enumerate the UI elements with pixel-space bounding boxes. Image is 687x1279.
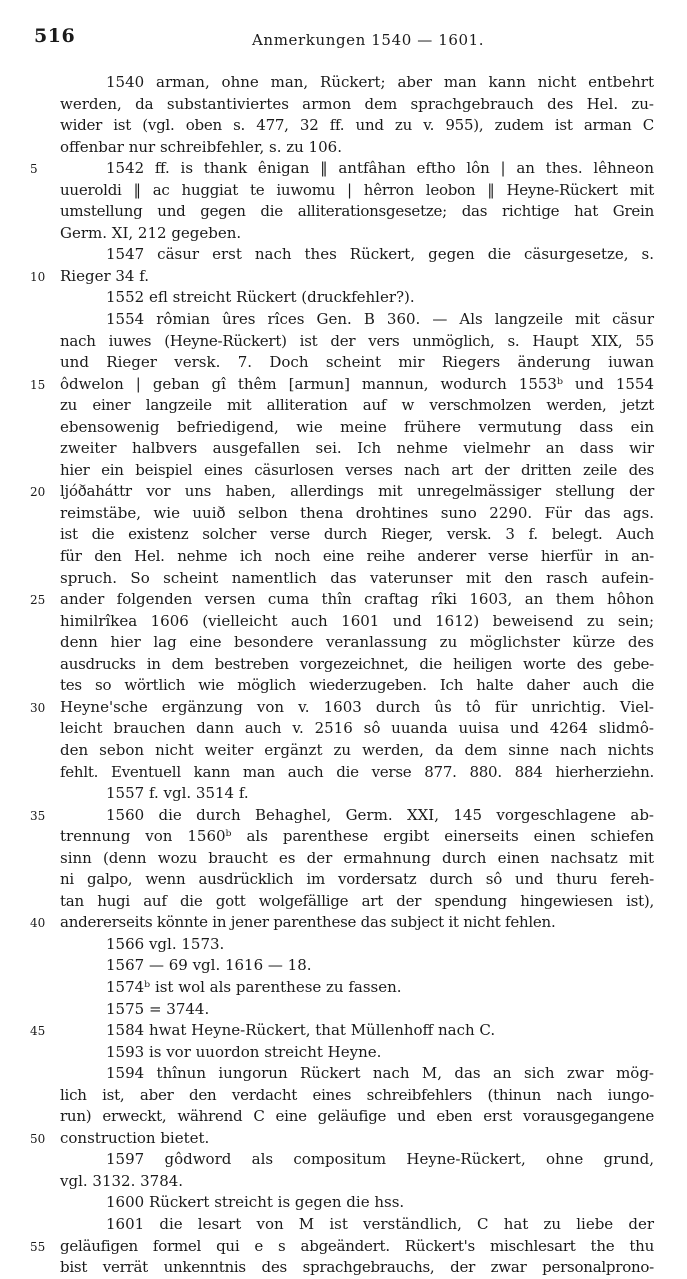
text-line — [0, 977, 687, 999]
line-text: tan hugi auf die gott wolgefällige art der spendung hingewiesen ist), — [60, 891, 654, 910]
line-text: geläufigen formel qui e s abgeändert. Rückert's mischlesart the thu — [60, 1236, 654, 1255]
text-line — [0, 848, 687, 870]
text-line — [0, 654, 687, 676]
line-number: 45 — [30, 1024, 46, 1039]
line-text: 1574ᵇ ist wol als parenthese zu fassen. — [106, 977, 402, 996]
text-line — [0, 611, 687, 633]
text-line — [0, 1149, 687, 1171]
line-number: 50 — [30, 1131, 46, 1146]
page-header — [24, 26, 664, 50]
text-line — [0, 331, 687, 353]
text-line — [0, 1128, 687, 1150]
line-text: 1594 thînun iungorun Rückert nach M, das an sich zwar mög- — [106, 1064, 654, 1083]
text-line — [0, 374, 687, 396]
line-text: ander folgenden versen cuma thîn craftag rîki 1603, an them hôhon — [60, 590, 654, 609]
text-line — [0, 783, 687, 805]
text-line — [0, 417, 687, 439]
line-text: tes so wörtlich wie möglich wiederzugeben. Ich halte daher auch die — [60, 676, 654, 695]
line-text: trennung von 1560ᵇ als parenthese ergibt einerseits einen schiefen — [60, 827, 654, 846]
line-text: für den Hel. nehme ich noch eine reihe anderer verse hierfür in an- — [60, 547, 654, 566]
text-line — [0, 309, 687, 331]
text-line — [0, 697, 687, 719]
text-line — [0, 1257, 687, 1279]
line-text: werden, da substantiviertes armon dem sprachgebrauch des Hel. zu- — [60, 94, 654, 113]
line-text: nach iuwes (Heyne-Rückert) ist der vers unmöglich, s. Haupt XIX, 55 — [60, 331, 654, 350]
line-text: 1542 ff. is thank ênigan ‖ antfâhan eftho lôn | an thes. lêhneon — [106, 159, 654, 178]
line-text: himilrîkea 1606 (vielleicht auch 1601 und 1612) beweisend zu sein; — [60, 611, 654, 630]
text-line — [0, 568, 687, 590]
line-text: hier ein beispiel eines cäsurlosen verses nach art der dritten zeile des — [60, 460, 654, 479]
line-text: 1566 vgl. 1573. — [106, 934, 225, 953]
line-text: 1600 Rückert streicht is gegen die hss. — [106, 1193, 405, 1212]
text-line — [0, 718, 687, 740]
line-text: 1552 efl streicht Rückert (druckfehler?). — [106, 288, 415, 307]
text-line — [0, 805, 687, 827]
line-text: Germ. XI, 212 gegeben. — [60, 223, 242, 242]
line-text: und Rieger versk. 7. Doch scheint mir Riegers änderung iuwan — [60, 353, 654, 372]
line-text: 1554 rômian ûres rîces Gen. B 360. — Als langzeile mit cäsur — [106, 310, 654, 329]
line-text: sinn (denn wozu braucht es der ermahnung durch einen nachsatz mit — [60, 848, 654, 867]
text-line — [0, 1063, 687, 1085]
line-number: 10 — [30, 269, 46, 284]
text-line — [0, 589, 687, 611]
line-number: 15 — [30, 377, 46, 392]
text-line — [0, 137, 687, 159]
line-text: zu einer langzeile mit alliteration auf w verschmolzen werden, jetzt — [60, 396, 654, 415]
text-line — [0, 352, 687, 374]
text-line — [0, 460, 687, 482]
line-text: den sebon nicht weiter ergänzt zu werden, da dem sinne nach nichts — [60, 740, 654, 759]
text-line — [0, 481, 687, 503]
text-line — [0, 1106, 687, 1128]
commentary-body — [0, 72, 687, 1279]
running-title: Anmerkungen 1540 — 1601. — [252, 31, 485, 49]
text-line — [0, 287, 687, 309]
line-text: Rieger 34 f. — [60, 266, 150, 285]
text-line — [0, 94, 687, 116]
text-line — [0, 395, 687, 417]
text-line — [0, 891, 687, 913]
line-text: bist verrät unkenntnis des sprachgebrauchs, der zwar personalprono- — [60, 1258, 654, 1277]
page-number: 516 — [34, 25, 76, 47]
text-line — [0, 1085, 687, 1107]
text-line — [0, 869, 687, 891]
line-text: 1597 gôdword als compositum Heyne-Rückert, ohne grund, — [106, 1150, 654, 1169]
text-line — [0, 632, 687, 654]
line-number: 40 — [30, 916, 46, 931]
line-number: 30 — [30, 700, 46, 715]
line-text: 1557 f. vgl. 3514 f. — [106, 784, 249, 803]
line-text: 1584 hwat Heyne-Rückert, that Müllenhoff nach C. — [106, 1021, 496, 1040]
line-text: uueroldi ‖ ac huggiat te iuwomu | hêrron leobon ‖ Heyne-Rückert mit — [60, 180, 654, 199]
line-text: offenbar nur schreibfehler, s. zu 106. — [60, 137, 342, 156]
line-text: denn hier lag eine besondere veranlassung zu möglichster kürze des — [60, 633, 654, 652]
line-text: andererseits könnte in jener parenthese das subject it nicht fehlen. — [60, 913, 556, 932]
text-line — [0, 934, 687, 956]
text-line — [0, 180, 687, 202]
line-number: 35 — [30, 808, 46, 823]
text-line — [0, 1020, 687, 1042]
line-number: 55 — [30, 1239, 46, 1254]
text-line — [0, 1214, 687, 1236]
line-text: ausdrucks in dem bestreben vorgezeichnet, die heiligen worte des gebe- — [60, 654, 654, 673]
text-line — [0, 503, 687, 525]
line-text: 1547 cäsur erst nach thes Rückert, gegen die cäsurgesetze, s. — [106, 245, 654, 264]
line-text: lich ist, aber den verdacht eines schreibfehlers (thinun nach iungo- — [60, 1085, 654, 1104]
line-text: wider ist (vgl. oben s. 477, 32 ff. und zu v. 955), zudem ist arman C — [60, 116, 654, 135]
text-line — [0, 438, 687, 460]
line-text: 1540 arman, ohne man, Rückert; aber man kann nicht entbehrt — [106, 73, 654, 91]
text-line — [0, 1171, 687, 1193]
line-number: 5 — [30, 162, 38, 177]
line-text: reimstäbe, wie uuið selbon thena drohtines suno 2290. Für das ags. — [60, 503, 654, 522]
line-number: 25 — [30, 593, 46, 608]
line-text: spruch. So scheint namentlich das vaterunser mit den rasch aufein- — [60, 568, 654, 587]
line-text: ist die existenz solcher verse durch Rieger, versk. 3 f. belegt. Auch — [60, 525, 654, 544]
line-text: zweiter halbvers ausgefallen sei. Ich nehme vielmehr an dass wir — [60, 439, 654, 458]
line-text: leicht brauchen dann auch v. 2516 sô uuanda uuisa und 4264 slidmô- — [60, 719, 654, 738]
line-text: ljóðaháttr vor uns haben, allerdings mit unregelmässiger stellung der — [60, 482, 654, 501]
line-text: 1567 — 69 vgl. 1616 — 18. — [106, 956, 312, 975]
text-line — [0, 244, 687, 266]
text-line — [0, 1236, 687, 1258]
text-line — [0, 675, 687, 697]
line-text: Heyne'sche ergänzung von v. 1603 durch ûs tô für unrichtig. Viel- — [60, 697, 654, 716]
text-line — [0, 266, 687, 288]
line-text: 1560 die durch Behaghel, Germ. XXI, 145 vorgeschlagene ab- — [106, 805, 654, 824]
line-text: ebensowenig befriedigend, wie meine frühere vermutung dass ein — [60, 417, 654, 436]
text-line — [0, 740, 687, 762]
text-line — [0, 826, 687, 848]
line-text: run) erweckt, während C eine geläufige und eben erst vorausgegangene — [60, 1107, 654, 1126]
text-line — [0, 223, 687, 245]
line-text: ni galpo, wenn ausdrücklich im vordersatz durch sô und thuru fereh- — [60, 870, 654, 889]
text-line — [0, 201, 687, 223]
line-text: umstellung und gegen die alliterationsgesetze; das richtige hat Grein — [60, 202, 654, 221]
line-text: 1593 is vor uuordon streicht Heyne. — [106, 1042, 382, 1061]
line-text: 1601 die lesart von M ist verständlich, C hat zu liebe der — [106, 1214, 654, 1233]
line-text: ôdwelon | geban gî thêm [armun] mannun, wodurch 1553ᵇ und 1554 — [60, 374, 654, 393]
line-text: construction bietet. — [60, 1128, 210, 1147]
text-line — [0, 955, 687, 977]
text-line — [0, 524, 687, 546]
line-number: 20 — [30, 485, 46, 500]
text-line — [0, 912, 687, 934]
text-line — [0, 72, 687, 94]
text-line — [0, 999, 687, 1021]
line-text: 1575 = 3744. — [106, 999, 210, 1018]
text-line — [0, 1192, 687, 1214]
text-line — [0, 762, 687, 784]
line-text: fehlt. Eventuell kann man auch die verse 877. 880. 884 hierherziehn. — [60, 762, 654, 781]
text-line — [0, 115, 687, 137]
text-line — [0, 1042, 687, 1064]
line-text: vgl. 3132. 3784. — [60, 1171, 184, 1190]
text-line — [0, 158, 687, 180]
text-line — [0, 546, 687, 568]
